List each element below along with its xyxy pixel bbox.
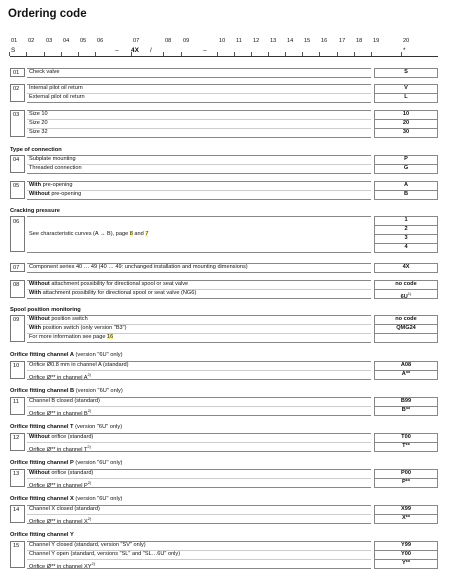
desc-bold: With — [29, 290, 42, 296]
row-number: 05 — [10, 181, 25, 199]
row-code — [374, 397, 438, 406]
code-text: 10 — [402, 111, 410, 117]
position-11: 11 — [236, 38, 242, 44]
divider — [374, 324, 438, 325]
code-value: / — [150, 47, 152, 54]
code-value: 4X — [131, 47, 139, 54]
footnote-ref: 2) — [87, 408, 92, 413]
desc-bold: Without — [29, 470, 50, 476]
row-number: 07 — [10, 263, 25, 272]
code-text: S — [404, 69, 408, 75]
page-link[interactable]: 16 — [107, 334, 114, 340]
code-text: B — [403, 191, 409, 197]
section-heading — [10, 352, 123, 358]
desc-text: and — [132, 231, 146, 237]
footnote-ref: 2) — [87, 516, 92, 521]
position-03: 03 — [46, 38, 53, 44]
code-text: T** — [402, 443, 410, 449]
row-description — [27, 442, 371, 451]
row-number: 02 — [10, 84, 25, 102]
divider — [374, 406, 438, 407]
row-description — [27, 280, 371, 289]
code-value: – — [203, 47, 207, 54]
desc-text: For more information see page — [29, 334, 108, 340]
divider — [374, 451, 438, 452]
row-number: 12 — [10, 433, 25, 451]
desc-text: attachment possibility for directional spool or seat valve — [49, 281, 189, 287]
divider — [374, 333, 438, 334]
section-title: Orifice fitting channel P — [10, 460, 74, 466]
desc-bold: Without — [29, 281, 50, 287]
divider — [374, 128, 438, 129]
code-text: G — [403, 165, 409, 171]
section-title: Orifice fitting channel X — [10, 496, 74, 502]
row-code — [374, 68, 438, 77]
row-description — [27, 84, 371, 93]
position-12: 12 — [253, 38, 260, 44]
row-code — [374, 514, 438, 523]
desc-text: Internal pilot oil return — [29, 85, 83, 91]
code-text: Y99 — [401, 542, 411, 548]
divider — [27, 370, 371, 371]
row-code: 4 — [374, 243, 438, 252]
code-text: no code — [395, 316, 417, 322]
desc-text: Orifice Ø** in channel A — [29, 374, 88, 381]
divider — [27, 442, 371, 443]
code-text: B99 — [400, 398, 412, 404]
desc-text: Size 20 — [29, 120, 48, 126]
section-heading — [10, 147, 62, 153]
section-heading — [10, 496, 122, 502]
divider — [374, 523, 438, 524]
row-description — [27, 559, 371, 568]
position-19: 19 — [373, 38, 380, 44]
divider — [374, 137, 438, 138]
section-title: Type of connection — [10, 147, 62, 153]
divider — [27, 93, 371, 94]
desc-text: Subplate mounting — [29, 156, 76, 162]
position-09: 09 — [183, 38, 190, 44]
divider — [27, 119, 371, 120]
divider — [27, 102, 371, 103]
position-15: 15 — [304, 38, 311, 44]
row-description — [27, 324, 371, 333]
row-code — [374, 155, 438, 164]
position-13: 13 — [270, 38, 277, 44]
code-text: QMG24 — [396, 325, 416, 331]
code-text: L — [404, 94, 408, 100]
row-description — [27, 361, 371, 370]
divider — [374, 164, 438, 165]
code-text: no code — [395, 281, 417, 287]
section-title: Cracking pressure — [10, 208, 60, 214]
divider — [27, 77, 371, 78]
row-code — [374, 84, 438, 93]
row-description — [27, 550, 371, 559]
code-text: Y00 — [401, 551, 411, 557]
desc-text: position switch (only version "B3") — [41, 325, 127, 331]
section-note: (version "6U" only) — [73, 352, 123, 358]
divider — [27, 272, 371, 273]
code-text: 4X — [402, 264, 410, 270]
section-heading — [10, 307, 81, 313]
row-description — [27, 93, 371, 102]
divider — [374, 252, 438, 253]
desc-text: Size 10 — [29, 111, 48, 117]
desc-bold: With — [29, 182, 42, 188]
desc-bold: Without — [29, 191, 50, 197]
desc-text: pre-opening — [49, 191, 82, 197]
position-06: 06 — [97, 38, 104, 44]
divider — [374, 559, 438, 560]
desc-bold: Without — [29, 434, 50, 440]
desc-text: Channel B closed (standard) — [29, 398, 100, 404]
position-20: 20 — [403, 38, 410, 44]
divider — [374, 234, 438, 235]
desc-bold: With — [29, 325, 42, 331]
divider — [27, 550, 371, 551]
row-number: 04 — [10, 155, 25, 173]
row-description — [27, 433, 371, 442]
row-number: 14 — [10, 505, 25, 523]
row-code — [374, 289, 438, 298]
divider — [374, 478, 438, 479]
row-description — [27, 478, 371, 487]
desc-text: Component series 40 … 49 (40 … 49: unchanged installation and mounting dimensions) — [29, 264, 248, 270]
divider — [374, 514, 438, 515]
row-code: 3 — [374, 234, 438, 243]
section-heading — [10, 208, 60, 214]
code-text: A** — [401, 371, 411, 377]
row-description — [27, 155, 371, 164]
row-description — [27, 315, 371, 324]
code-text: V — [404, 85, 408, 91]
row-number: 15 — [10, 541, 25, 568]
divider — [374, 379, 438, 380]
section-heading — [10, 388, 123, 394]
row-code — [374, 280, 438, 289]
row-number: 08 — [10, 280, 25, 298]
row-description — [27, 541, 371, 550]
code-text: P — [404, 156, 408, 162]
code-text: Y** — [401, 560, 411, 566]
divider — [27, 559, 371, 560]
row-number: 10 — [10, 361, 25, 379]
desc-text: position switch — [49, 316, 88, 322]
row-code — [374, 324, 438, 333]
desc-text: attachment possibility for directional spool or seat valve (NG6) — [41, 290, 197, 296]
section-title: Spool position monitoring — [10, 307, 81, 313]
desc-text: Size 32 — [29, 129, 48, 135]
divider — [374, 173, 438, 174]
footnote-ref: 2) — [87, 480, 92, 485]
desc-text: Orifice Ø** in channel XY — [29, 563, 92, 570]
divider — [374, 102, 438, 103]
position-08: 08 — [165, 38, 172, 44]
divider — [374, 442, 438, 443]
code-text: A08 — [400, 362, 412, 368]
row-code — [374, 128, 438, 137]
position-10: 10 — [219, 38, 226, 44]
section-note: (version "6U" only) — [74, 388, 123, 394]
divider — [27, 199, 371, 200]
row-number: 13 — [10, 469, 25, 487]
divider — [27, 252, 371, 253]
row-code — [374, 93, 438, 102]
code-string — [10, 46, 438, 57]
divider — [374, 93, 438, 94]
divider — [27, 164, 371, 165]
row-code — [374, 110, 438, 119]
position-14: 14 — [287, 38, 294, 44]
desc-text: External pilot oil return — [29, 94, 85, 100]
divider — [374, 550, 438, 551]
code-text: P00 — [401, 470, 411, 476]
code-text: 6U — [400, 293, 408, 300]
section-note: (version "6U" only) — [73, 424, 123, 430]
code-value: – — [115, 47, 119, 54]
row-code: 2 — [374, 225, 438, 234]
row-description — [27, 397, 371, 406]
desc-text: Orifice Ø0.8 mm in channel A (standard) — [29, 362, 129, 368]
desc-text: Orifice Ø** in channel X — [29, 518, 88, 525]
row-code — [374, 559, 438, 568]
code-value: * — [403, 47, 406, 54]
row-code — [374, 119, 438, 128]
row-code — [374, 406, 438, 415]
row-number: 01 — [10, 68, 25, 77]
position-17: 17 — [339, 38, 346, 44]
desc-text: See characteristic curves (A → B), page — [29, 231, 130, 237]
page-link[interactable]: 7 — [145, 231, 149, 237]
row-description — [27, 164, 371, 173]
row-number: 06 — [10, 216, 25, 252]
code-text: X** — [401, 515, 411, 521]
code-text: P** — [401, 479, 411, 485]
footnote-ref: 2) — [87, 444, 91, 449]
divider — [374, 415, 438, 416]
row-code — [374, 164, 438, 173]
divider — [374, 225, 438, 226]
page-title: Ordering code — [8, 8, 87, 20]
row-description — [27, 289, 371, 298]
divider — [27, 478, 371, 479]
row-description — [27, 110, 371, 119]
divider — [27, 324, 371, 325]
desc-text: Threaded connection — [29, 165, 82, 171]
row-description — [27, 263, 371, 272]
footnote-ref: 2) — [91, 561, 96, 566]
section-title: Orifice fitting channel Y — [10, 532, 74, 538]
row-description — [27, 514, 371, 523]
code-text: X99 — [401, 506, 411, 512]
section-note: (version "6U" only) — [73, 460, 123, 466]
row-description — [27, 230, 371, 238]
position-07: 07 — [133, 38, 140, 44]
divider — [27, 514, 371, 515]
divider — [27, 173, 371, 174]
section-heading — [10, 424, 122, 430]
position-05: 05 — [80, 38, 87, 44]
row-code — [374, 263, 438, 272]
row-code — [374, 541, 438, 550]
desc-text: orifice (standard) — [49, 434, 94, 440]
code-value: S — [11, 47, 16, 54]
divider — [27, 128, 371, 129]
footnote-ref: 2) — [87, 372, 92, 377]
row-description — [27, 119, 371, 128]
position-04: 04 — [63, 38, 70, 44]
divider — [27, 137, 371, 138]
desc-text: Check valve — [29, 69, 60, 75]
row-description — [27, 190, 371, 199]
row-description — [27, 370, 371, 379]
divider — [27, 333, 371, 334]
divider — [374, 216, 438, 217]
divider — [27, 289, 371, 290]
footnote-ref: 1) — [407, 291, 412, 296]
divider — [374, 243, 438, 244]
divider — [374, 199, 438, 200]
divider — [374, 342, 438, 343]
divider — [374, 370, 438, 371]
divider — [374, 568, 438, 569]
code-text: T00 — [401, 434, 411, 440]
position-02: 02 — [28, 38, 35, 44]
row-code: 1 — [374, 216, 438, 225]
desc-text: Channel X closed (standard) — [29, 506, 100, 512]
divider — [374, 190, 438, 191]
row-description — [27, 406, 371, 415]
desc-text: Orifice Ø** in channel B — [29, 410, 88, 417]
code-text: B** — [401, 407, 411, 413]
row-code — [374, 370, 438, 379]
divider — [27, 216, 371, 217]
divider — [374, 119, 438, 120]
row-number: 11 — [10, 397, 25, 415]
divider — [374, 487, 438, 488]
section-note: (version "6U" only) — [73, 496, 123, 502]
desc-text: Channel Y open (standard, versions "SL" and "SL…6U" only) — [29, 551, 181, 557]
section-title: Orifice fitting channel A — [10, 352, 74, 358]
row-code — [374, 442, 438, 451]
row-code — [374, 550, 438, 559]
divider — [27, 190, 371, 191]
desc-text: Orifice Ø** in channel T — [29, 446, 88, 453]
row-code — [374, 361, 438, 370]
row-code — [374, 478, 438, 487]
row-number: 03 — [10, 110, 25, 137]
section-title: Orifice fitting channel B — [10, 388, 75, 394]
row-code — [374, 190, 438, 199]
row-code — [374, 469, 438, 478]
position-01: 01 — [11, 38, 18, 44]
row-description — [27, 469, 371, 478]
page-link[interactable]: 8 — [129, 231, 133, 237]
row-code — [374, 433, 438, 442]
row-description — [27, 128, 371, 137]
divider — [374, 272, 438, 273]
row-code — [374, 505, 438, 514]
divider — [27, 298, 371, 299]
row-description — [27, 333, 371, 342]
row-code — [374, 315, 438, 324]
section-heading — [10, 532, 74, 538]
desc-bold: Without — [29, 316, 50, 322]
code-text: A — [403, 182, 409, 188]
row-description — [27, 68, 371, 77]
code-text: 20 — [402, 120, 410, 126]
divider — [374, 77, 438, 78]
row-code — [374, 333, 438, 342]
desc-text: pre-opening — [41, 182, 73, 188]
section-heading — [10, 460, 122, 466]
row-number: 09 — [10, 315, 25, 342]
desc-text: Orifice Ø** in channel P — [29, 482, 88, 489]
row-description — [27, 505, 371, 514]
code-text: 30 — [402, 129, 410, 135]
section-title: Orifice fitting channel T — [10, 424, 74, 430]
desc-text: orifice (standard) — [49, 470, 94, 476]
position-18: 18 — [356, 38, 363, 44]
position-numbers — [10, 38, 438, 46]
divider — [27, 342, 371, 343]
divider — [27, 406, 371, 407]
row-description — [27, 181, 371, 190]
position-16: 16 — [321, 38, 328, 44]
desc-text: Channel Y closed (standard, version "SV" only) — [29, 542, 146, 548]
divider — [374, 289, 438, 290]
row-code — [374, 181, 438, 190]
